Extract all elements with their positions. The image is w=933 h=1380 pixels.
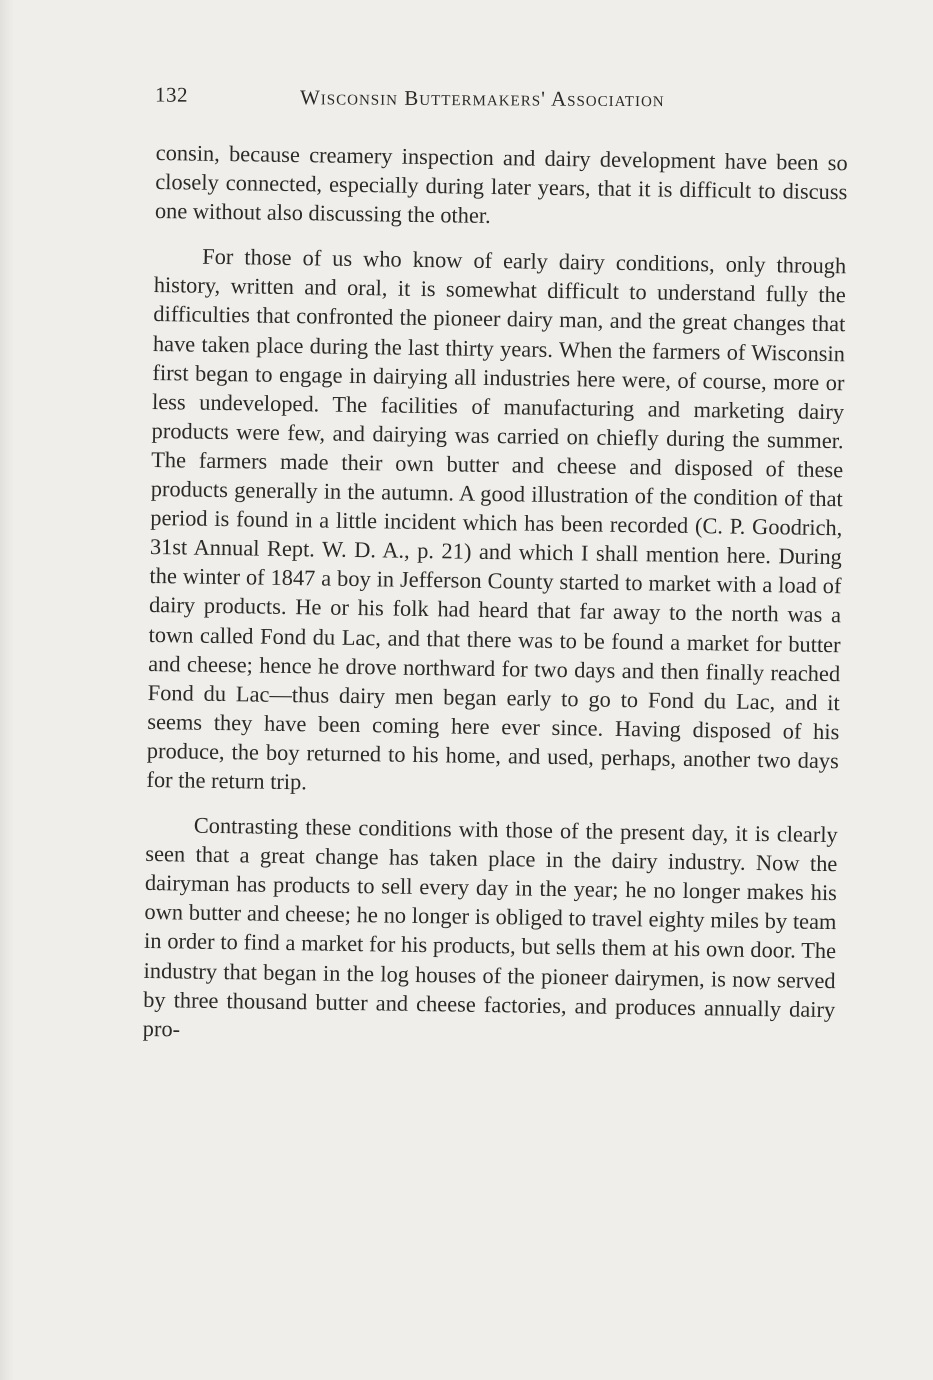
paragraph-present-day-contrast: Contrasting these conditions with those of the present day, it is clearly seen that a great change has taken place in the dairy industry. Now the dairyman has products to sell every day in the year; he no longer makes his own butter and cheese; he no longer is obliged to travel eighty miles by team in order to find a market for his products, but sells them at his own door. The industry that began in the log houses of the pioneer dairymen, is now served by three thousand butter and cheese factories, and produces annually dairy pro-	[142, 812, 838, 1042]
running-header	[155, 83, 715, 120]
page-number: 132	[154, 82, 189, 107]
body-text	[143, 138, 848, 1053]
running-title: Wisconsin Buttermakers' Association	[299, 85, 665, 112]
page-gutter-shadow	[0, 0, 14, 1380]
paragraph-continuation: consin, because creamery inspection and dairy development have been so closely connected, especially during later years, that it is difficult to discuss one without also discussing the other.	[154, 139, 848, 229]
paragraph-early-dairy-conditions: For those of us who know of early dairy conditions, only through history, written and oral, it is somewhat difficult to understand fully the difficulties that confronted the pioneer dairy man, and the great changes that have taken place during the last thirty years. When the farmers of Wisconsin first began to engage in dairying all industries here were, of course, more or less undeveloped. The facilities of manufacturing and marketing dairy products were few, and dairying was carried on chiefly during the summer. The farmers made their own butter and cheese and disposed of these products generally in the autumn. A good illustration of the condition of that period is found in a little incident which has been recorded (C. P. Goodrich, 31st Annual Rept. W. D. A., p. 21) and which I shall mention here. During the winter of 1847 a boy in Jefferson County started to market with a load of dairy products. He or his folk had heard that far away to the north was a town called Fond du Lac, and that there was to be found a market for butter and cheese; hence he drove northward for two days and then finally reached Fond du Lac—thus dairy men began early to go to Fond du Lac, and it seems they have been coming here ever since. Having disposed of his produce, the boy returned to his home, and used, perhaps, another two days for the return trip.	[146, 243, 847, 795]
